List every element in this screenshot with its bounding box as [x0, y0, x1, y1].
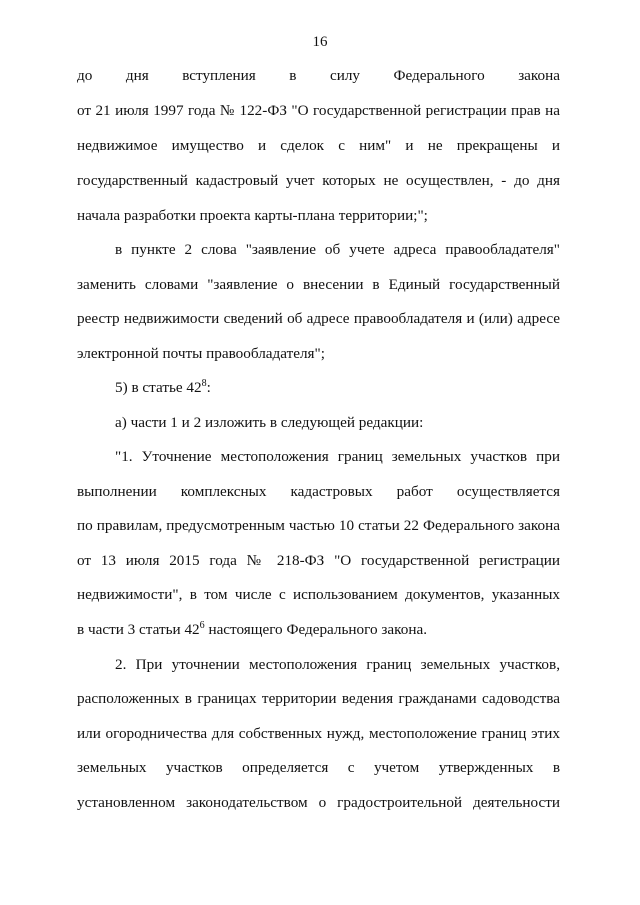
- list-item-5: [115, 378, 560, 398]
- list-item-5-text: 5) в статье 42: [115, 379, 202, 396]
- text-line: недвижимости", в том числе с использованием документов, указанных: [77, 586, 560, 603]
- text-line: электронной почты правообладателя";: [77, 345, 325, 362]
- text-line: 2. При уточнении местоположения границ земельных участков,: [115, 656, 560, 673]
- text-line: или огородничества для собственных нужд, местоположение границ этих: [77, 725, 560, 742]
- text-line: реестр недвижимости сведений об адресе правообладателя и (или) адресе: [77, 310, 560, 327]
- text-fragment: в части 3 статьи 42: [77, 621, 200, 638]
- text-line: расположенных в границах территории ведения гражданами садоводства: [77, 690, 560, 707]
- superscript: 8: [201, 378, 207, 389]
- text-line: начала разработки проекта карты-плана территории;";: [77, 207, 428, 224]
- text-line: земельных участков определяется с учетом утвержденных в: [77, 759, 560, 776]
- text-line: от 21 июля 1997 года № 122-ФЗ "О государственной регистрации прав на: [77, 102, 560, 119]
- text-line: до дня вступления в силу Федерального закона: [77, 67, 560, 84]
- superscript: 6: [199, 620, 205, 631]
- text-line: заменить словами "заявление о внесении в Единый государственный: [77, 276, 560, 293]
- text-line: государственный кадастровый учет которых не осуществлен, - до дня: [77, 172, 560, 189]
- text-line: установленном законодательством о градостроительной деятельности: [77, 794, 560, 811]
- text-line: по правилам, предусмотренным частью 10 статьи 22 Федерального закона: [77, 517, 560, 534]
- text-line: от 13 июля 2015 года № 218-ФЗ "О государственной регистрации: [77, 552, 560, 569]
- text-line: в пункте 2 слова "заявление об учете адреса правообладателя": [115, 241, 560, 258]
- text-line: недвижимое имущество и сделок с ним" и не прекращены и: [77, 137, 560, 154]
- text-line: [77, 620, 560, 640]
- text-line: выполнении комплексных кадастровых работ осуществляется: [77, 483, 560, 500]
- text-line: "1. Уточнение местоположения границ земельных участков при: [115, 448, 560, 465]
- list-item-5-suffix: :: [206, 379, 211, 396]
- list-item-a: а) части 1 и 2 изложить в следующей редакции:: [115, 414, 424, 431]
- page-number: 16: [312, 34, 328, 50]
- text-fragment: настоящего Федерального закона.: [204, 621, 428, 638]
